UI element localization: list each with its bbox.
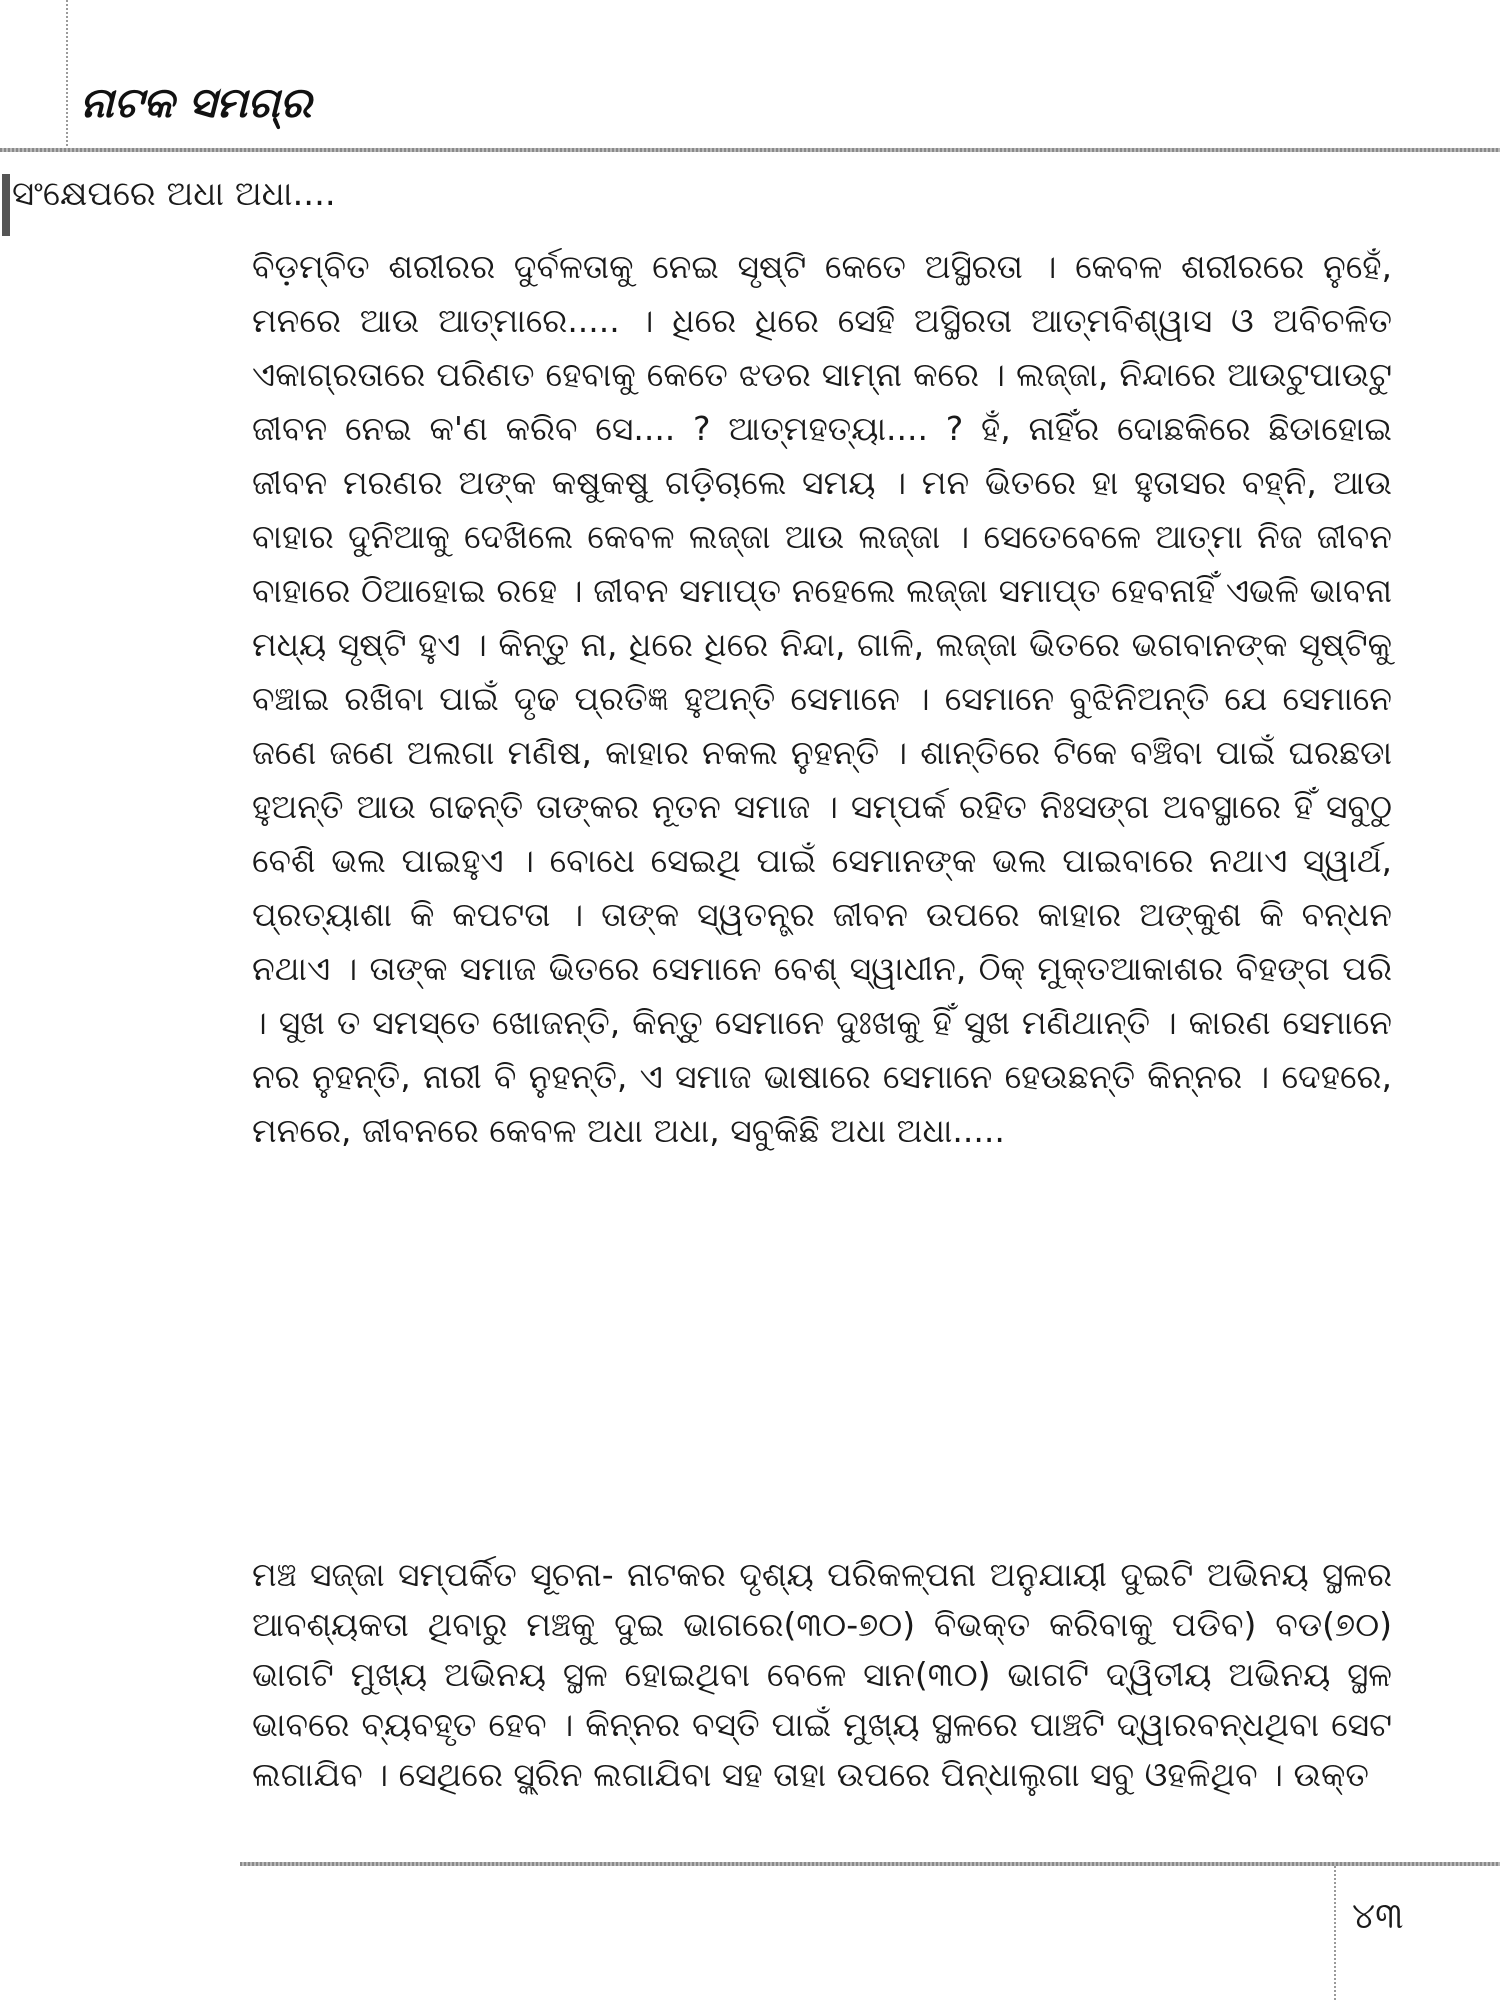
stage-note-paragraph: ମଞ୍ଚ ସଜ୍ଜା ସମ୍ପର୍କିତ ସୂଚନା- ନାଟକର ଦୃଶ୍ୟ ପରିକଳ୍ପନା ଅନୁଯାୟୀ ଦୁଇଟି ଅଭିନୟ ସ୍ଥଳର ଆବଶ୍ୟକତା ଥିବାରୁ ମଞ୍ଚକୁ ଦୁଇ ଭାଗରେ(୩୦-୭୦) ବିଭକ୍ତ କରିବାକୁ ପଡିବ) ବଡ(୭୦) ଭାଗଟି ମୁଖ୍ୟ ଅଭିନୟ ସ୍ଥଳ ହୋଇଥିବା ବେଳେ ସାନ(୩୦) ଭାଗଟି ଦ୍ୱିତୀୟ ଅଭିନୟ ସ୍ଥଳ ଭାବରେ ବ୍ୟବହୃତ ହେବ । କିନ୍ନର ବସ୍ତି ପାଇଁ ମୁଖ୍ୟ ସ୍ଥଳରେ ପାଞ୍ଚଟି ଦ୍ୱାରବନ୍ଧଥିବା ସେଟ ଲଗାଯିବ । ସେଥିରେ ସ୍କ୍ରିନ ଲଗାଯିବା ସହ ତାହା ଉପରେ ପିନ୍ଧାଲୁଗା ସବୁ ଓହଳିଥିବ । ଉକ୍ତ: [252, 1555, 1392, 1794]
stage-note: [252, 1550, 1392, 1800]
body-paragraph: ବିଡ଼ମ୍ବିତ ଶରୀରର ଦୁର୍ବଳତାକୁ ନେଇ ସୃଷ୍ଟି କେତେ ଅସ୍ଥିରତା । କେବଳ ଶରୀରରେ ନୁହେଁ, ମନରେ ଆଉ ଆତ୍ମାରେ..... । ଧିରେ ଧିରେ ସେହି ଅସ୍ଥିରତା ଆତ୍ମବିଶ୍ୱାସ ଓ ଅବିଚଳିତ ଏକାଗ୍ରତାରେ ପରିଣତ ହେବାକୁ କେତେ ଝଡର ସାମ୍ନା କରେ । ଲଜ୍ଜା, ନିନ୍ଦାରେ ଆଉଟୁପାଉଟୁ ଜୀବନ ନେଇ କ'ଣ କରିବ ସେ.... ? ଆତ୍ମହତ୍ୟା.... ? ହଁ, ନାହିଁର ଦୋଛକିରେ ଛିଡାହୋଇ ଜୀବନ ମରଣର ଅଙ୍କ କଷୁକଷୁ ଗଡ଼ିଚାଲେ ସମୟ । ମନ ଭିତରେ ହା ହୁତାସର ବହ୍ନି, ଆଉ ବାହାର ଦୁନିଆକୁ ଦେଖିଲେ କେବଳ ଲଜ୍ଜା ଆଉ ଲଜ୍ଜା । ସେତେବେଳେ ଆତ୍ମା ନିଜ ଜୀବନ ବାହାରେ ଠିଆହୋଇ ରହେ । ଜୀବନ ସମାପ୍ତ ନହେଲେ ଲଜ୍ଜା ସମାପ୍ତ ହେବନାହିଁ ଏଭଳି ଭାବନା ମଧ୍ୟ ସୃଷ୍ଟି ହୁଏ । କିନ୍ତୁ ନା, ଧିରେ ଧିରେ ନିନ୍ଦା, ଗାଳି, ଲଜ୍ଜା ଭିତରେ ଭଗବାନଙ୍କ ସୃଷ୍ଟିକୁ ବଞ୍ଚାଇ ରଖିବା ପାଇଁ ଦୃଢ ପ୍ରତିଜ୍ଞ ହୁଅନ୍ତି ସେମାନେ । ସେମାନେ ବୁଝିନିଅନ୍ତି ଯେ ସେମାନେ ଜଣେ ଜଣେ ଅଲଗା ମଣିଷ, କାହାର ନକଲ ନୁହନ୍ତି । ଶାନ୍ତିରେ ଟିକେ ବଞ୍ଚିବା ପାଇଁ ଘରଛଡା ହୁଅନ୍ତି ଆଉ ଗଢନ୍ତି ତାଙ୍କର ନୂତନ ସମାଜ । ସମ୍ପର୍କ ରହିତ ନିଃସଙ୍ଗ ଅବସ୍ଥାରେ ହିଁ ସବୁଠୁ ବେଶି ଭଲ ପାଇହୁଏ । ବୋଧେ ସେଇଥି ପାଇଁ ସେମାନଙ୍କ ଭଲ ପାଇବାରେ ନଥାଏ ସ୍ୱାର୍ଥ, ପ୍ରତ୍ୟାଶା କି କପଟତା । ତାଙ୍କ ସ୍ୱତନ୍ତ୍ର ଜୀବନ ଉପରେ କାହାର ଅଙ୍କୁଶ କି ବନ୍ଧନ ନଥାଏ । ତାଙ୍କ ସମାଜ ଭିତରେ ସେମାନେ ବେଶ୍ ସ୍ୱାଧୀନ, ଠିକ୍ ମୁକ୍ତଆକାଶର ବିହଙ୍ଗ ପରି । ସୁଖ ତ ସମସ୍ତେ ଖୋଜନ୍ତି, କିନ୍ତୁ ସେମାନେ ଦୁଃଖକୁ ହିଁ ସୁଖ ମଣିଥାନ୍ତି । କାରଣ ସେମାନେ ନର ନୁହନ୍ତି, ନାରୀ ବି ନୁହନ୍ତି, ଏ ସମାଜ ଭାଷାରେ ସେମାନେ ହେଉଛନ୍ତି କିନ୍ନର । ଦେହରେ, ମନରେ, ଜୀବନରେ କେବଳ ଅଧା ଅଧା, ସବୁକିଛି ଅଧା ଅଧା.....: [252, 247, 1392, 1150]
heading-marker: [2, 174, 10, 236]
page-number: ୪୩: [1352, 1896, 1404, 1937]
footer-rule: [240, 1862, 1500, 1866]
header-rule: [0, 148, 1500, 152]
book-title: ନାଟକ ସମଗ୍ର: [80, 78, 312, 127]
body-text: [252, 240, 1392, 1164]
section-heading: ସଂକ୍ଷେପରେ ଅଧା ଅଧା....: [12, 174, 336, 214]
header-dotted-divider: [66, 0, 68, 150]
footer-dotted-divider: [1334, 1866, 1336, 2000]
